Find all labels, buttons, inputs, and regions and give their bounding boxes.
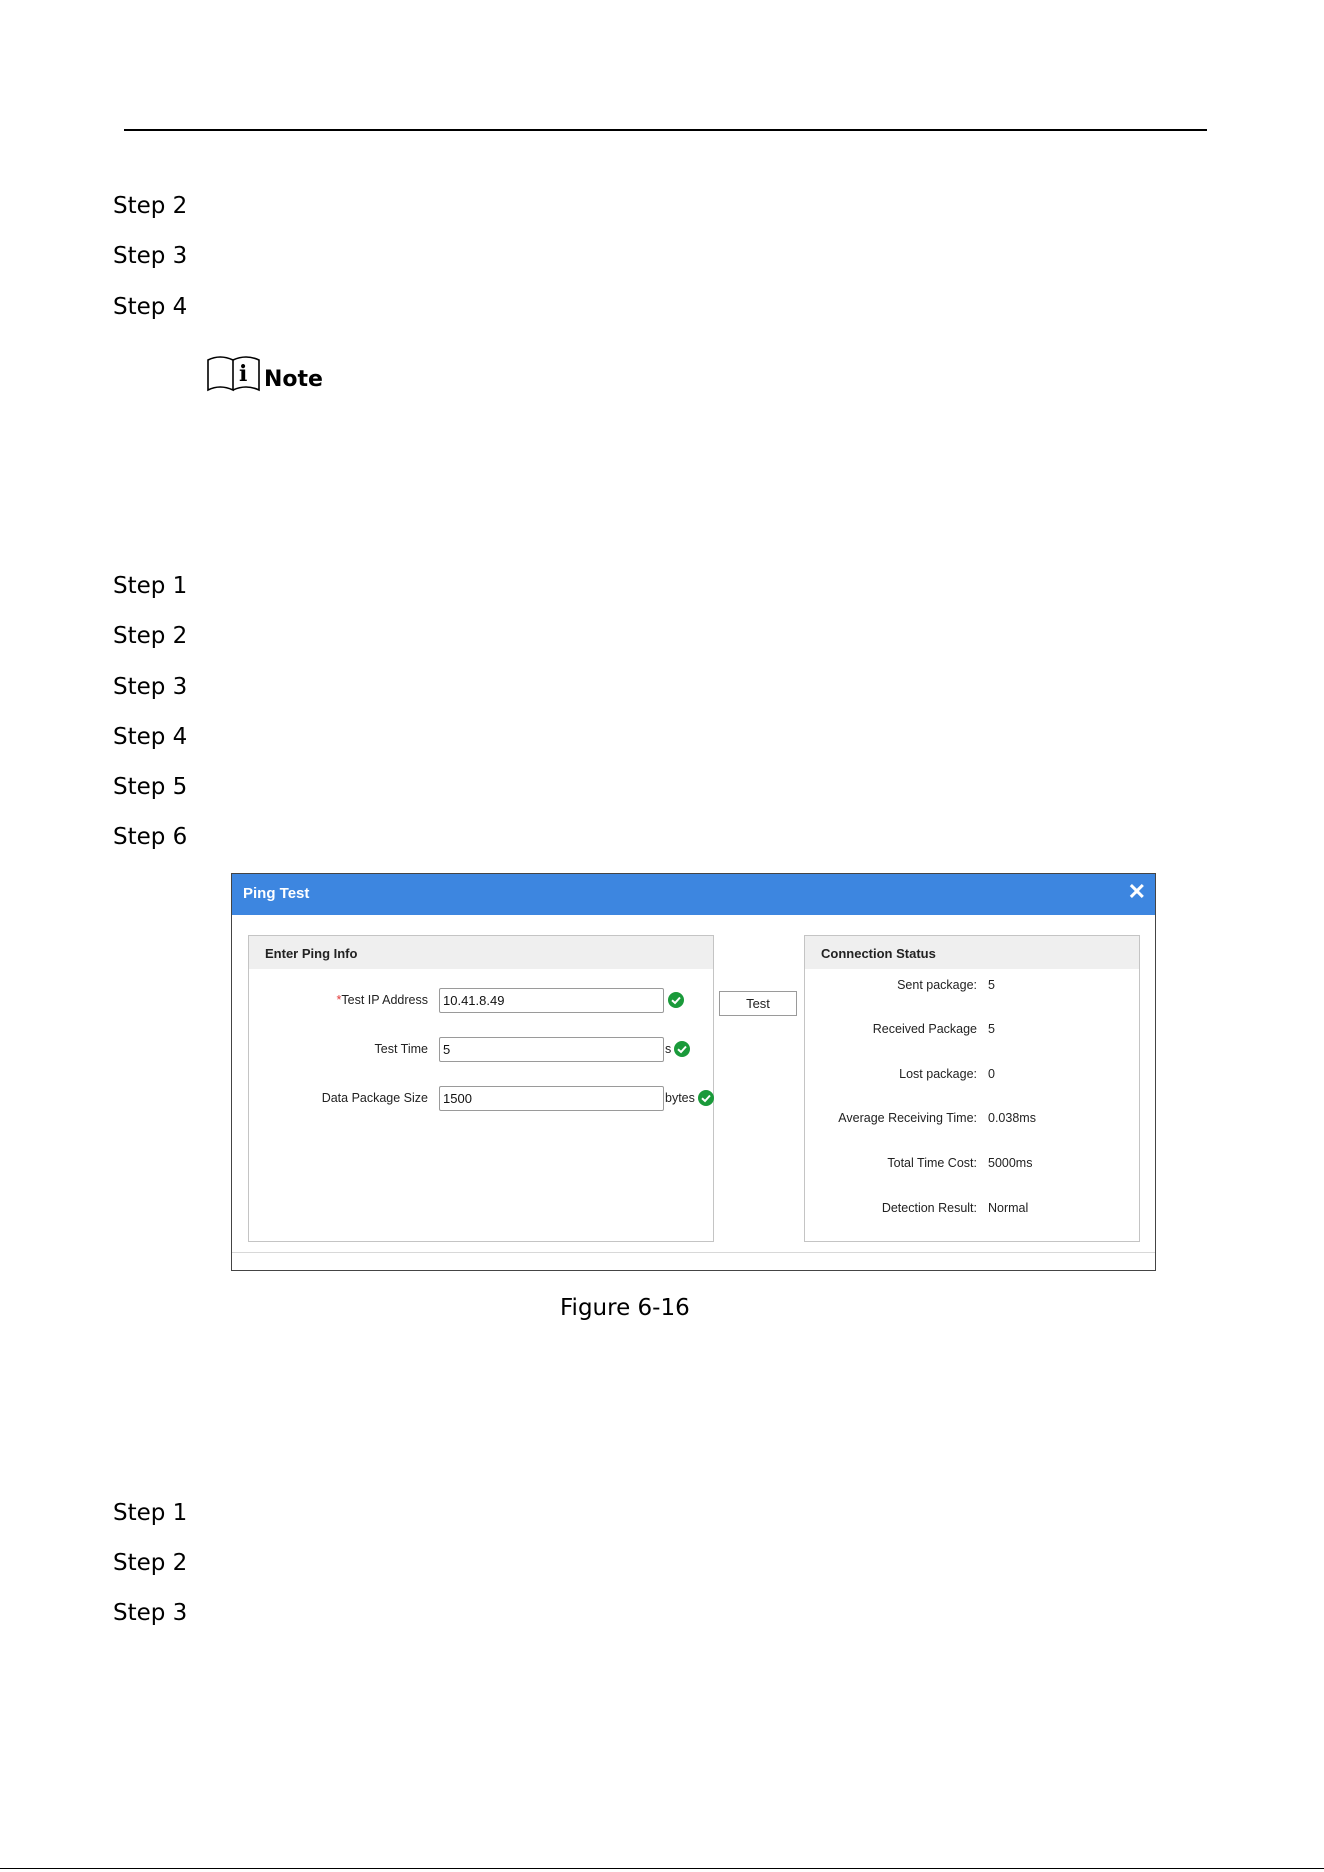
step-label: Step 2: [113, 623, 188, 649]
step-label: Step 6: [113, 824, 188, 850]
step-label: Step 4: [113, 724, 188, 750]
field-label-text: Test IP Address: [341, 993, 428, 1007]
enter-ping-info-panel: [248, 935, 714, 1242]
unit-label: bytes: [665, 1091, 695, 1105]
unit-label: s: [665, 1042, 672, 1056]
status-value: 5: [988, 1022, 995, 1036]
status-label: Received Package: [872, 1022, 977, 1036]
info-book-icon: [206, 352, 262, 392]
figure-caption: Figure 6-16: [560, 1295, 690, 1321]
panel-header: [805, 936, 1139, 969]
step-label: Step 2: [113, 193, 188, 219]
close-icon[interactable]: ✕: [1127, 879, 1146, 904]
check-circle-icon: [698, 1090, 714, 1106]
test-time-label: Test Time: [374, 1042, 428, 1056]
panel-header: [249, 936, 713, 969]
test-ip-address-label: [337, 993, 429, 1007]
status-label: Average Receiving Time:: [838, 1111, 977, 1125]
status-value: 5: [988, 978, 995, 992]
dialog-header: [232, 874, 1155, 915]
connection-status-panel: [804, 935, 1140, 1242]
dialog-footer-divider: [232, 1252, 1155, 1253]
data-package-size-input[interactable]: [439, 1086, 664, 1111]
status-value: Normal: [988, 1201, 1029, 1215]
step-label: Step 3: [113, 1600, 188, 1626]
status-label: Lost package:: [899, 1067, 977, 1081]
step-label: Step 1: [113, 573, 188, 599]
check-circle-icon: [674, 1041, 690, 1057]
test-time-input[interactable]: [439, 1037, 664, 1062]
step-label: Step 1: [113, 1500, 188, 1526]
status-value: 5000ms: [988, 1156, 1033, 1170]
data-package-size-label: Data Package Size: [321, 1091, 428, 1105]
ping-test-dialog: [231, 873, 1156, 1271]
step-label: Step 3: [113, 674, 188, 700]
status-label: Sent package:: [897, 978, 977, 992]
test-ip-address-input[interactable]: [439, 988, 664, 1013]
test-button[interactable]: Test: [719, 991, 797, 1016]
header-rule: [124, 129, 1207, 131]
footer-rule: [0, 1868, 1324, 1869]
status-label: Total Time Cost:: [887, 1156, 977, 1170]
step-label: Step 5: [113, 774, 188, 800]
step-label: Step 2: [113, 1550, 188, 1576]
svg-text:i: i: [239, 361, 248, 387]
panel-title: Connection Status: [821, 946, 936, 961]
status-label: Detection Result:: [881, 1201, 977, 1215]
required-mark: *: [336, 993, 342, 1007]
dialog-title: Ping Test: [243, 885, 310, 902]
step-label: Step 4: [113, 294, 188, 320]
step-label: Step 3: [113, 243, 188, 269]
status-value: 0.038ms: [988, 1111, 1036, 1125]
note-label: Note: [264, 367, 323, 392]
check-circle-icon: [668, 992, 684, 1008]
note-callout: [206, 352, 323, 392]
status-value: 0: [988, 1067, 995, 1081]
panel-title: Enter Ping Info: [265, 946, 358, 961]
